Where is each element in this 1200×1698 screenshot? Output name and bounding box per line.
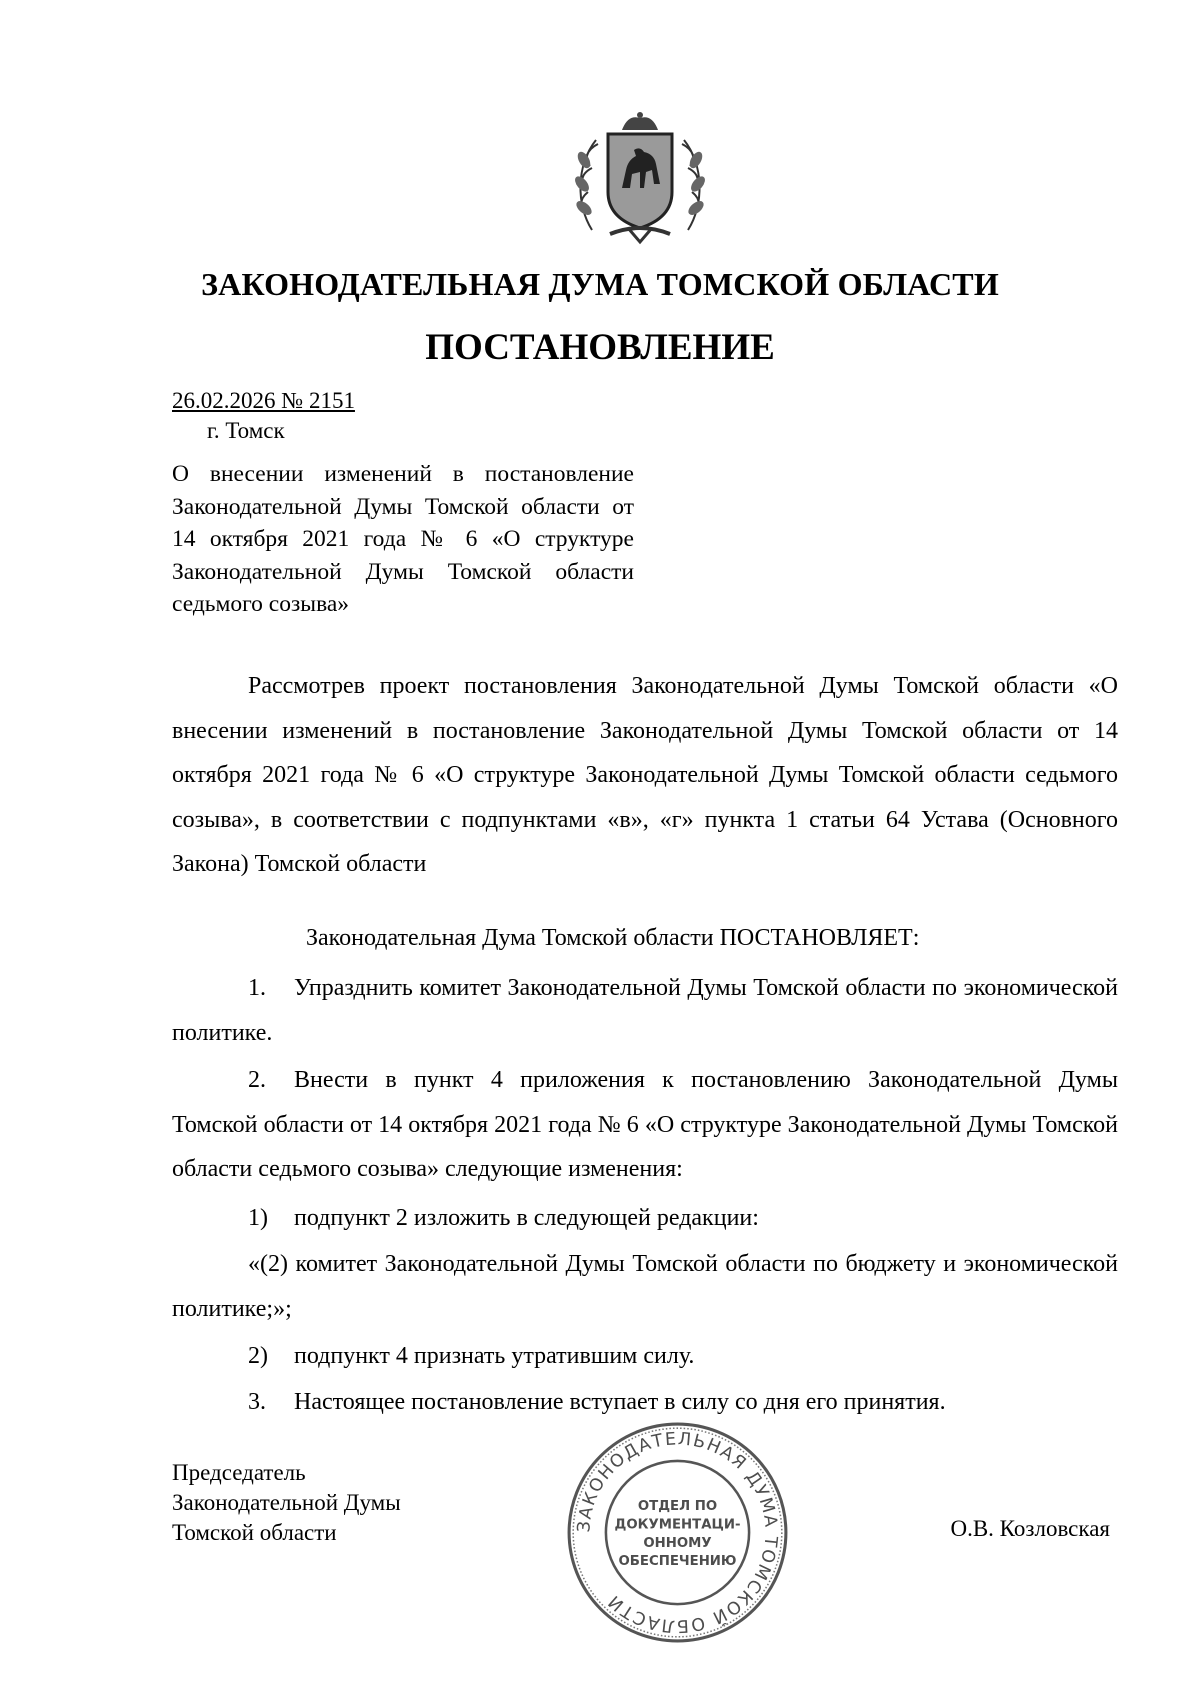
document-type-heading: ПОСТАНОВЛЕНИЕ	[425, 327, 775, 368]
item-text: Настоящее постановление вступает в силу со дня его принятия.	[294, 1389, 946, 1415]
signer-position-line: Томской области	[172, 1520, 337, 1545]
sub-item-number: 2)	[248, 1343, 268, 1369]
stamp-center-line: ОТДЕЛ ПО	[637, 1499, 718, 1514]
document-subject: О внесении изменений в постановление Законодательной Думы Томской области от 14 октября 2021 года № 6 «О структуре Законодательной Думы Томской области седьмого созыва»	[172, 461, 634, 617]
sub-item	[172, 1196, 1118, 1241]
signer-name: О.В. Козловская	[950, 1516, 1110, 1541]
signer-position	[172, 1458, 401, 1548]
signer-position-line: Законодательной Думы	[172, 1490, 401, 1515]
resolves-line: Законодательная Дума Томской области ПОСТАНОВЛЯЕТ:	[306, 925, 920, 951]
list-item	[172, 1380, 1118, 1425]
organization-title: ЗАКОНОДАТЕЛЬНАЯ ДУМА ТОМСКОЙ ОБЛАСТИ	[201, 266, 999, 302]
stamp-ring-text: ЗАКОНОДАТЕЛЬНАЯ ДУМА ТОМСКОЙ ОБЛАСТИ	[574, 1429, 781, 1636]
item-number: 3.	[248, 1389, 266, 1415]
new-wording-quote: «(2) комитет Законодательной Думы Томской области по бюджету и экономической политике;»;	[172, 1251, 1118, 1322]
city: г. Томск	[207, 418, 285, 443]
sub-item-text: подпункт 2 изложить в следующей редакции:	[294, 1205, 759, 1231]
item-text: Упразднить комитет Законодательной Думы Томской области по экономической политике.	[172, 975, 1118, 1046]
list-item	[172, 966, 1118, 1055]
date-and-number: 26.02.2026 № 2151	[172, 388, 355, 413]
sub-item-text: подпункт 4 признать утратившим силу.	[294, 1343, 695, 1369]
signer-position-line: Председатель	[172, 1460, 306, 1485]
official-stamp	[565, 1420, 790, 1645]
item-number: 2.	[248, 1067, 266, 1093]
stamp-center-line: ОННОМУ	[643, 1535, 712, 1551]
stamp-center-line: ОБЕСПЕЧЕНИЮ	[618, 1554, 737, 1570]
preamble-paragraph: Рассмотрев проект постановления Законодательной Думы Томской области «О внесении изменений в постановление Законодательной Думы Томской области от 14 октября 2021 года № 6 «О структуре Законодательной Думы Томской области седьмого созыва», в соответствии с подпунктами «в», «г» пункта 1 статьи 64 Устава (Основного Закона) Томской области	[172, 673, 1118, 877]
sub-item	[172, 1334, 1118, 1379]
list-item	[172, 1058, 1118, 1192]
sub-item-number: 1)	[248, 1205, 268, 1231]
item-number: 1.	[248, 975, 266, 1001]
stamp-center-line: ДОКУМЕНТАЦИ-	[614, 1517, 741, 1533]
item-text: Внести в пункт 4 приложения к постановлению Законодательной Думы Томской области от 14 октября 2021 года № 6 «О структуре Законодательной Думы Томской области седьмого созыва» следующие изменения:	[172, 1067, 1118, 1182]
coat-of-arms-icon	[570, 110, 710, 250]
